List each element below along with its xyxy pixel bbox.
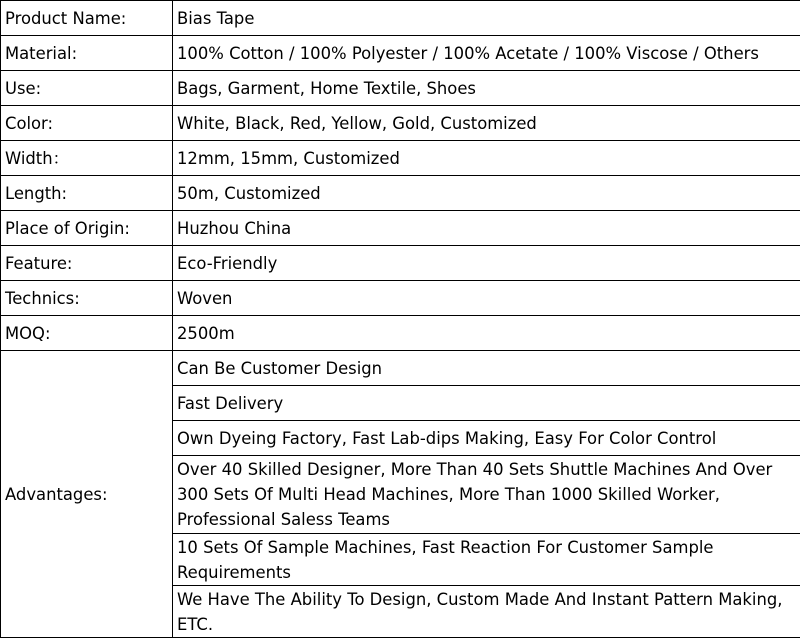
spec-label: MOQ:: [1, 316, 173, 351]
spec-label: Length:: [1, 176, 173, 211]
spec-label: Color:: [1, 106, 173, 141]
advantage-item: 10 Sets Of Sample Machines, Fast Reaction For Customer Sample Requirements: [173, 534, 800, 586]
spec-label: Product Name:: [1, 1, 173, 36]
spec-value: Bias Tape: [173, 1, 800, 36]
spec-value: White, Black, Red, Yellow, Gold, Customized: [173, 106, 800, 141]
advantages-label: Advantages:: [1, 351, 173, 638]
advantage-row: [1, 351, 800, 386]
spec-label: Use:: [1, 71, 173, 106]
spec-value: Woven: [173, 281, 800, 316]
spec-row-moq: [1, 316, 800, 351]
spec-value: 100% Cotton / 100% Polyester / 100% Acetate / 100% Viscose / Others: [173, 36, 800, 71]
spec-label: Feature:: [1, 246, 173, 281]
advantage-item: Over 40 Skilled Designer, More Than 40 Sets Shuttle Machines And Over 300 Sets Of Multi Head Machines, More Than 1000 Skilled Worker, Professional Saless Teams: [173, 456, 800, 534]
spec-row-feature: [1, 246, 800, 281]
advantage-item: Own Dyeing Factory, Fast Lab-dips Making, Easy For Color Control: [173, 421, 800, 456]
spec-value: 2500m: [173, 316, 800, 351]
spec-row-material: [1, 36, 800, 71]
spec-label: Material:: [1, 36, 173, 71]
spec-value: 12mm, 15mm, Customized: [173, 141, 800, 176]
spec-row-technics: [1, 281, 800, 316]
spec-value: Huzhou China: [173, 211, 800, 246]
spec-row-color: [1, 106, 800, 141]
spec-row-place-of-origin: [1, 211, 800, 246]
advantage-item: We Have The Ability To Design, Custom Made And Instant Pattern Making, ETC.: [173, 586, 800, 638]
spec-row-width: [1, 141, 800, 176]
spec-label: Technics:: [1, 281, 173, 316]
spec-value: Bags, Garment, Home Textile, Shoes: [173, 71, 800, 106]
spec-label: Width：: [1, 141, 173, 176]
spec-row-product-name: [1, 1, 800, 36]
spec-row-length: [1, 176, 800, 211]
spec-value: Eco-Friendly: [173, 246, 800, 281]
spec-label: Place of Origin:: [1, 211, 173, 246]
spec-value: 50m, Customized: [173, 176, 800, 211]
spec-row-use: [1, 71, 800, 106]
advantage-item: Fast Delivery: [173, 386, 800, 421]
advantage-item: Can Be Customer Design: [173, 351, 800, 386]
